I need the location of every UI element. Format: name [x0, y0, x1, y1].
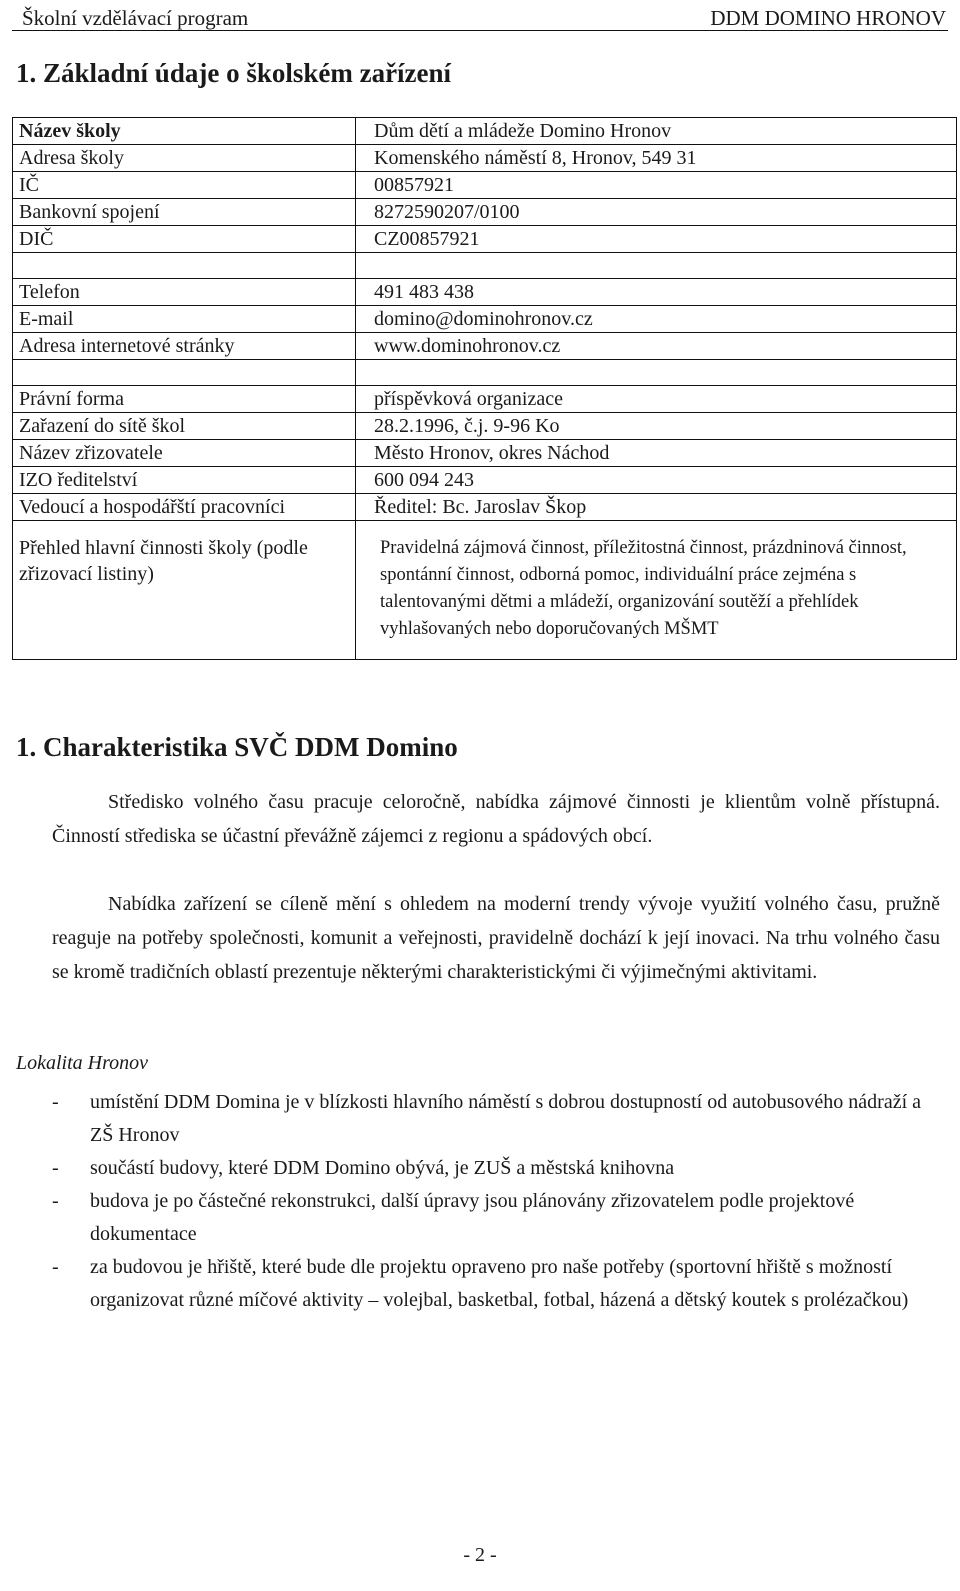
- table-row: [13, 118, 957, 145]
- list-item-text: umístění DDM Domina je v blízkosti hlavního náměstí s dobrou dostupností od autobusového nádraží a ZŠ Hronov: [90, 1091, 922, 1146]
- locality-list: [52, 1086, 932, 1317]
- row-label: Právní forma: [13, 386, 356, 413]
- table-row: [13, 386, 957, 413]
- row-label: Telefon: [13, 279, 356, 306]
- section-1-heading: 1. Základní údaje o školském zařízení: [16, 58, 452, 88]
- row-label: Název školy: [13, 118, 356, 145]
- table-row: [13, 413, 957, 440]
- row-label: [13, 253, 356, 279]
- row-label: Název zřizovatele: [13, 440, 356, 467]
- row-label: Přehled hlavní činnosti školy (podle zřizovací listiny): [13, 521, 356, 660]
- row-value: Město Hronov, okres Náchod: [356, 440, 957, 467]
- table-row: [13, 279, 957, 306]
- table-row: [13, 306, 957, 333]
- row-label: DIČ: [13, 226, 356, 253]
- row-label: [13, 360, 356, 386]
- list-item: - za budovou je hřiště, které bude dle projektu opraveno pro naše potřeby (sportovní hřiště s možností organizovat různé míčové aktivity – volejbal, basketbal, fotbal, házená a dětský koutek s prolézačkou): [52, 1256, 909, 1311]
- row-value: 8272590207/0100: [356, 199, 957, 226]
- list-item-text: součástí budovy, které DDM Domino obývá, je ZUŠ a městská knihovna: [90, 1157, 675, 1179]
- list-item-text: za budovou je hřiště, které bude dle projektu opraveno pro naše potřeby (sportovní hřiště s možností organizovat různé míčové aktivity – volejbal, basketbal, fotbal, házená a dětský koutek s prolézačkou): [90, 1256, 909, 1311]
- list-item: - umístění DDM Domina je v blízkosti hlavního náměstí s dobrou dostupností od autobusového nádraží a ZŠ Hronov: [52, 1091, 922, 1146]
- row-value: domino@dominohronov.cz: [356, 306, 957, 333]
- page-number: - 2 -: [463, 1544, 497, 1566]
- row-value: 00857921: [356, 172, 957, 199]
- row-value: [356, 253, 957, 279]
- paragraph-1: Středisko volného času pracuje celoročně, nabídka zájmové činnosti je klientům volně přístupná. Činností střediska se účastní převážně zájemci z regionu a spádových obcí.: [52, 791, 940, 847]
- basic-info-table: [12, 117, 957, 660]
- row-label: Adresa školy: [13, 145, 356, 172]
- table-row: [13, 440, 957, 467]
- row-value: www.dominohronov.cz: [356, 333, 957, 360]
- row-value: 491 483 438: [356, 279, 957, 306]
- row-value: CZ00857921: [356, 226, 957, 253]
- row-value: [356, 360, 957, 386]
- row-value: Ředitel: Bc. Jaroslav Škop: [356, 494, 957, 521]
- header-program-title: Školní vzdělávací program: [22, 6, 249, 30]
- table-row: [13, 199, 957, 226]
- table-row-empty: [13, 253, 957, 279]
- row-label: Vedoucí a hospodářští pracovníci: [13, 494, 356, 521]
- row-label: Adresa internetové stránky: [13, 333, 356, 360]
- list-item: - budova je po částečné rekonstrukci, další úpravy jsou plánovány zřizovatelem podle projektové dokumentace: [52, 1190, 855, 1245]
- row-value: Komenského náměstí 8, Hronov, 549 31: [356, 145, 957, 172]
- locality-heading: Lokalita Hronov: [16, 1052, 149, 1074]
- table-row-empty: [13, 360, 957, 386]
- row-value: Pravidelná zájmová činnost, příležitostná činnost, prázdninová činnost, spontánní činnost, odborná pomoc, individuální práce zejména s talentovanými dětmi a mládeží, organizování soutěží a přehlídek vyhlašovaných nebo doporučovaných MŠMT: [356, 521, 957, 660]
- list-item-text: budova je po částečné rekonstrukci, další úpravy jsou plánovány zřizovatelem podle projektové dokumentace: [90, 1190, 855, 1245]
- table-row: [13, 172, 957, 199]
- row-label: Zařazení do sítě škol: [13, 413, 356, 440]
- row-label: IČ: [13, 172, 356, 199]
- section-2-heading: 1. Charakteristika SVČ DDM Domino: [16, 732, 458, 762]
- table-row: [13, 467, 957, 494]
- row-value: 600 094 243: [356, 467, 957, 494]
- table-row: [13, 145, 957, 172]
- row-value: Dům dětí a mládeže Domino Hronov: [356, 118, 957, 145]
- row-value: 28.2.1996, č.j. 9-96 Ko: [356, 413, 957, 440]
- list-item: - součástí budovy, které DDM Domino obývá, je ZUŠ a městská knihovna: [52, 1157, 675, 1179]
- table-row: [13, 521, 957, 660]
- table-row: [13, 226, 957, 253]
- row-value: příspěvková organizace: [356, 386, 957, 413]
- row-label: Bankovní spojení: [13, 199, 356, 226]
- header-organization-name: DDM DOMINO HRONOV: [710, 6, 946, 30]
- table-row: [13, 333, 957, 360]
- table-row: [13, 494, 957, 521]
- page-header: [12, 4, 948, 31]
- row-label: IZO ředitelství: [13, 467, 356, 494]
- row-label: E-mail: [13, 306, 356, 333]
- paragraph-2: Nabídka zařízení se cíleně mění s ohledem na moderní trendy vývoje využití volného času, pružně reaguje na potřeby společnosti, komunit a veřejnosti, pravidelně dochází k její inovaci. Na trhu volného času se kromě tradičních oblastí prezentuje některými charakteristickými či výjimečnými aktivitami.: [52, 893, 940, 983]
